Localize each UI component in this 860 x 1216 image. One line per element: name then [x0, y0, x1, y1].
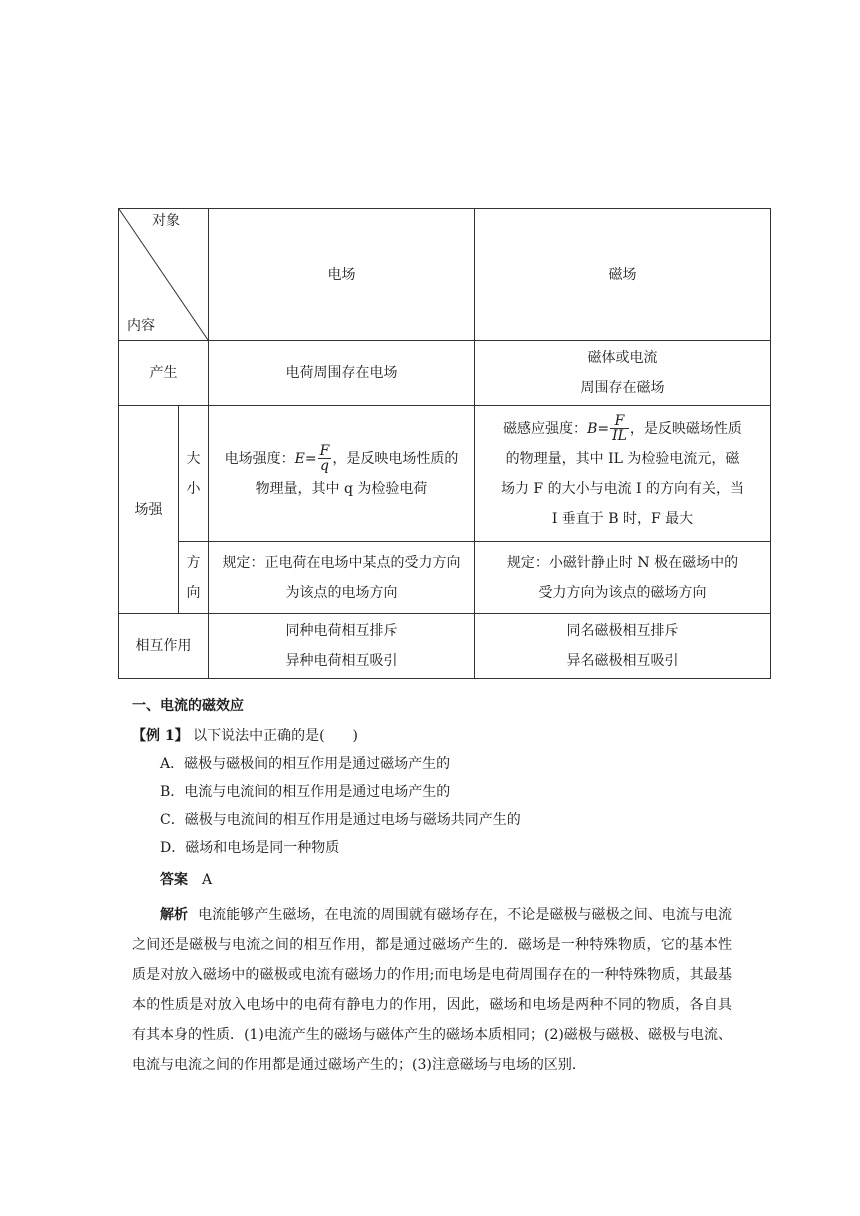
magnetic-size-line2: 的物理量，其中 IL 为检验电流元，磁: [505, 450, 740, 467]
answer-value: A: [202, 872, 213, 888]
magnetic-fraction-numerator: F: [610, 414, 629, 429]
sub-label-direction-char2: 向: [186, 584, 201, 601]
column-header-electric: 电场: [209, 209, 475, 341]
electric-size-line1: [215, 444, 468, 474]
magnetic-size-line1: [481, 414, 764, 444]
produce-magnetic-line1: 磁体或电流: [587, 350, 658, 366]
cell-interaction-magnetic: [475, 614, 771, 679]
cell-produce-electric: 电荷周围存在电场: [209, 341, 475, 406]
electric-size-suffix: ，是反映电场性质的: [332, 450, 459, 467]
explanation-paragraph: [132, 900, 732, 1080]
sub-label-size: [179, 406, 209, 542]
magnetic-size-line4: I 垂直于 B 时，F 最大: [551, 510, 694, 527]
row-label-interaction: 相互作用: [119, 614, 209, 679]
row-label-strength: 场强: [119, 406, 179, 614]
table-header-row: [119, 209, 771, 341]
column-header-magnetic: 磁场: [475, 209, 771, 341]
cell-direction-magnetic: [475, 542, 771, 614]
diagonal-header-cell: [119, 209, 209, 341]
electric-fraction: [318, 444, 332, 473]
magnetic-fraction: [610, 414, 629, 443]
magnetic-size-equation: B=: [587, 420, 610, 437]
section-heading: 一、电流的磁效应: [132, 698, 244, 714]
electric-size-prefix: 电场强度：: [224, 450, 295, 467]
table-row-interaction: [119, 614, 771, 679]
sub-label-direction-char1: 方: [186, 554, 201, 571]
example-question: [132, 722, 732, 750]
cell-size-electric: [209, 406, 475, 542]
magnetic-direction-line2: 受力方向为该点的磁场方向: [538, 584, 707, 601]
table-row-produce: [119, 341, 771, 406]
interaction-electric-line1: 同种电荷相互排斥: [285, 623, 398, 639]
header-content-label: 内容: [127, 318, 155, 334]
sub-label-direction: [179, 542, 209, 614]
option-a: A．磁极与磁极间的相互作用是通过磁场产生的: [160, 756, 451, 772]
produce-magnetic-line2: 周围存在磁场: [580, 380, 665, 396]
magnetic-size-line3: 场力 F 的大小与电流 I 的方向有关，当: [500, 480, 745, 497]
row-label-produce: 产生: [119, 341, 209, 406]
magnetic-direction-line1: 规定：小磁针静止时 N 极在磁场中的: [506, 554, 739, 571]
cell-produce-magnetic: [475, 341, 771, 406]
explanation-label: 解析: [160, 907, 189, 923]
answer-label: 答案: [160, 872, 188, 888]
sub-label-size-char1: 大: [186, 450, 201, 467]
magnetic-fraction-denominator: IL: [612, 428, 627, 444]
option-b: B．电流与电流间的相互作用是通过电场产生的: [160, 784, 451, 800]
interaction-magnetic-line2: 异名磁极相互吸引: [566, 653, 679, 669]
sub-label-size-char2: 小: [186, 480, 201, 497]
electric-fraction-numerator: F: [319, 443, 330, 459]
table-row-strength-direction: [119, 542, 771, 614]
cell-interaction-electric: [209, 614, 475, 679]
electric-direction-line1: 规定：正电荷在电场中某点的受力方向: [222, 554, 461, 571]
interaction-electric-line2: 异种电荷相互吸引: [285, 653, 398, 669]
electric-direction-line2: 为该点的电场方向: [285, 584, 398, 601]
interaction-magnetic-line1: 同名磁极相互排斥: [566, 623, 679, 639]
header-object-label: 对象: [152, 213, 180, 229]
table-row-strength-size: [119, 406, 771, 542]
cell-direction-electric: [209, 542, 475, 614]
option-c: C．磁极与电流间的相互作用是通过电场与磁场共同产生的: [160, 812, 521, 828]
electric-size-line2: 物理量，其中 q 为检验电荷: [255, 480, 428, 497]
cell-size-magnetic: [475, 406, 771, 542]
comparison-table: [118, 208, 771, 679]
magnetic-size-suffix: ，是反映磁场性质: [629, 420, 742, 437]
electric-fraction-denominator: q: [319, 458, 329, 474]
answer-line: [160, 866, 760, 894]
example-tag: 【例 1】: [132, 728, 189, 744]
electric-size-equation: E=: [294, 450, 317, 467]
option-d: D．磁场和电场是同一种物质: [160, 840, 340, 856]
explanation-text: 电流能够产生磁场，在电流的周围就有磁场存在，不论是磁极与磁极之间、电流与电流之间还是磁极与电流之间的相互作用，都是通过磁场产生的．磁场是一种特殊物质，它的基本性质是对放入磁场中的磁极或电流有磁场力的作用;而电场是电荷周围存在的一种特殊物质，其最基本的性质是对放入电场中的电荷有静电力的作用，因此，磁场和电场是两种不同的物质，各自具有其本身的性质．(1)电流产生的磁场与磁体产生的磁场本质相同；(2)磁极与磁极、磁极与电流、电流与电流之间的作用都是通过磁场产生的；(3)注意磁场与电场的区别．: [132, 907, 733, 1073]
magnetic-size-prefix: 磁感应强度：: [503, 420, 588, 437]
example-question-text: 以下说法中正确的是( ): [188, 728, 358, 744]
